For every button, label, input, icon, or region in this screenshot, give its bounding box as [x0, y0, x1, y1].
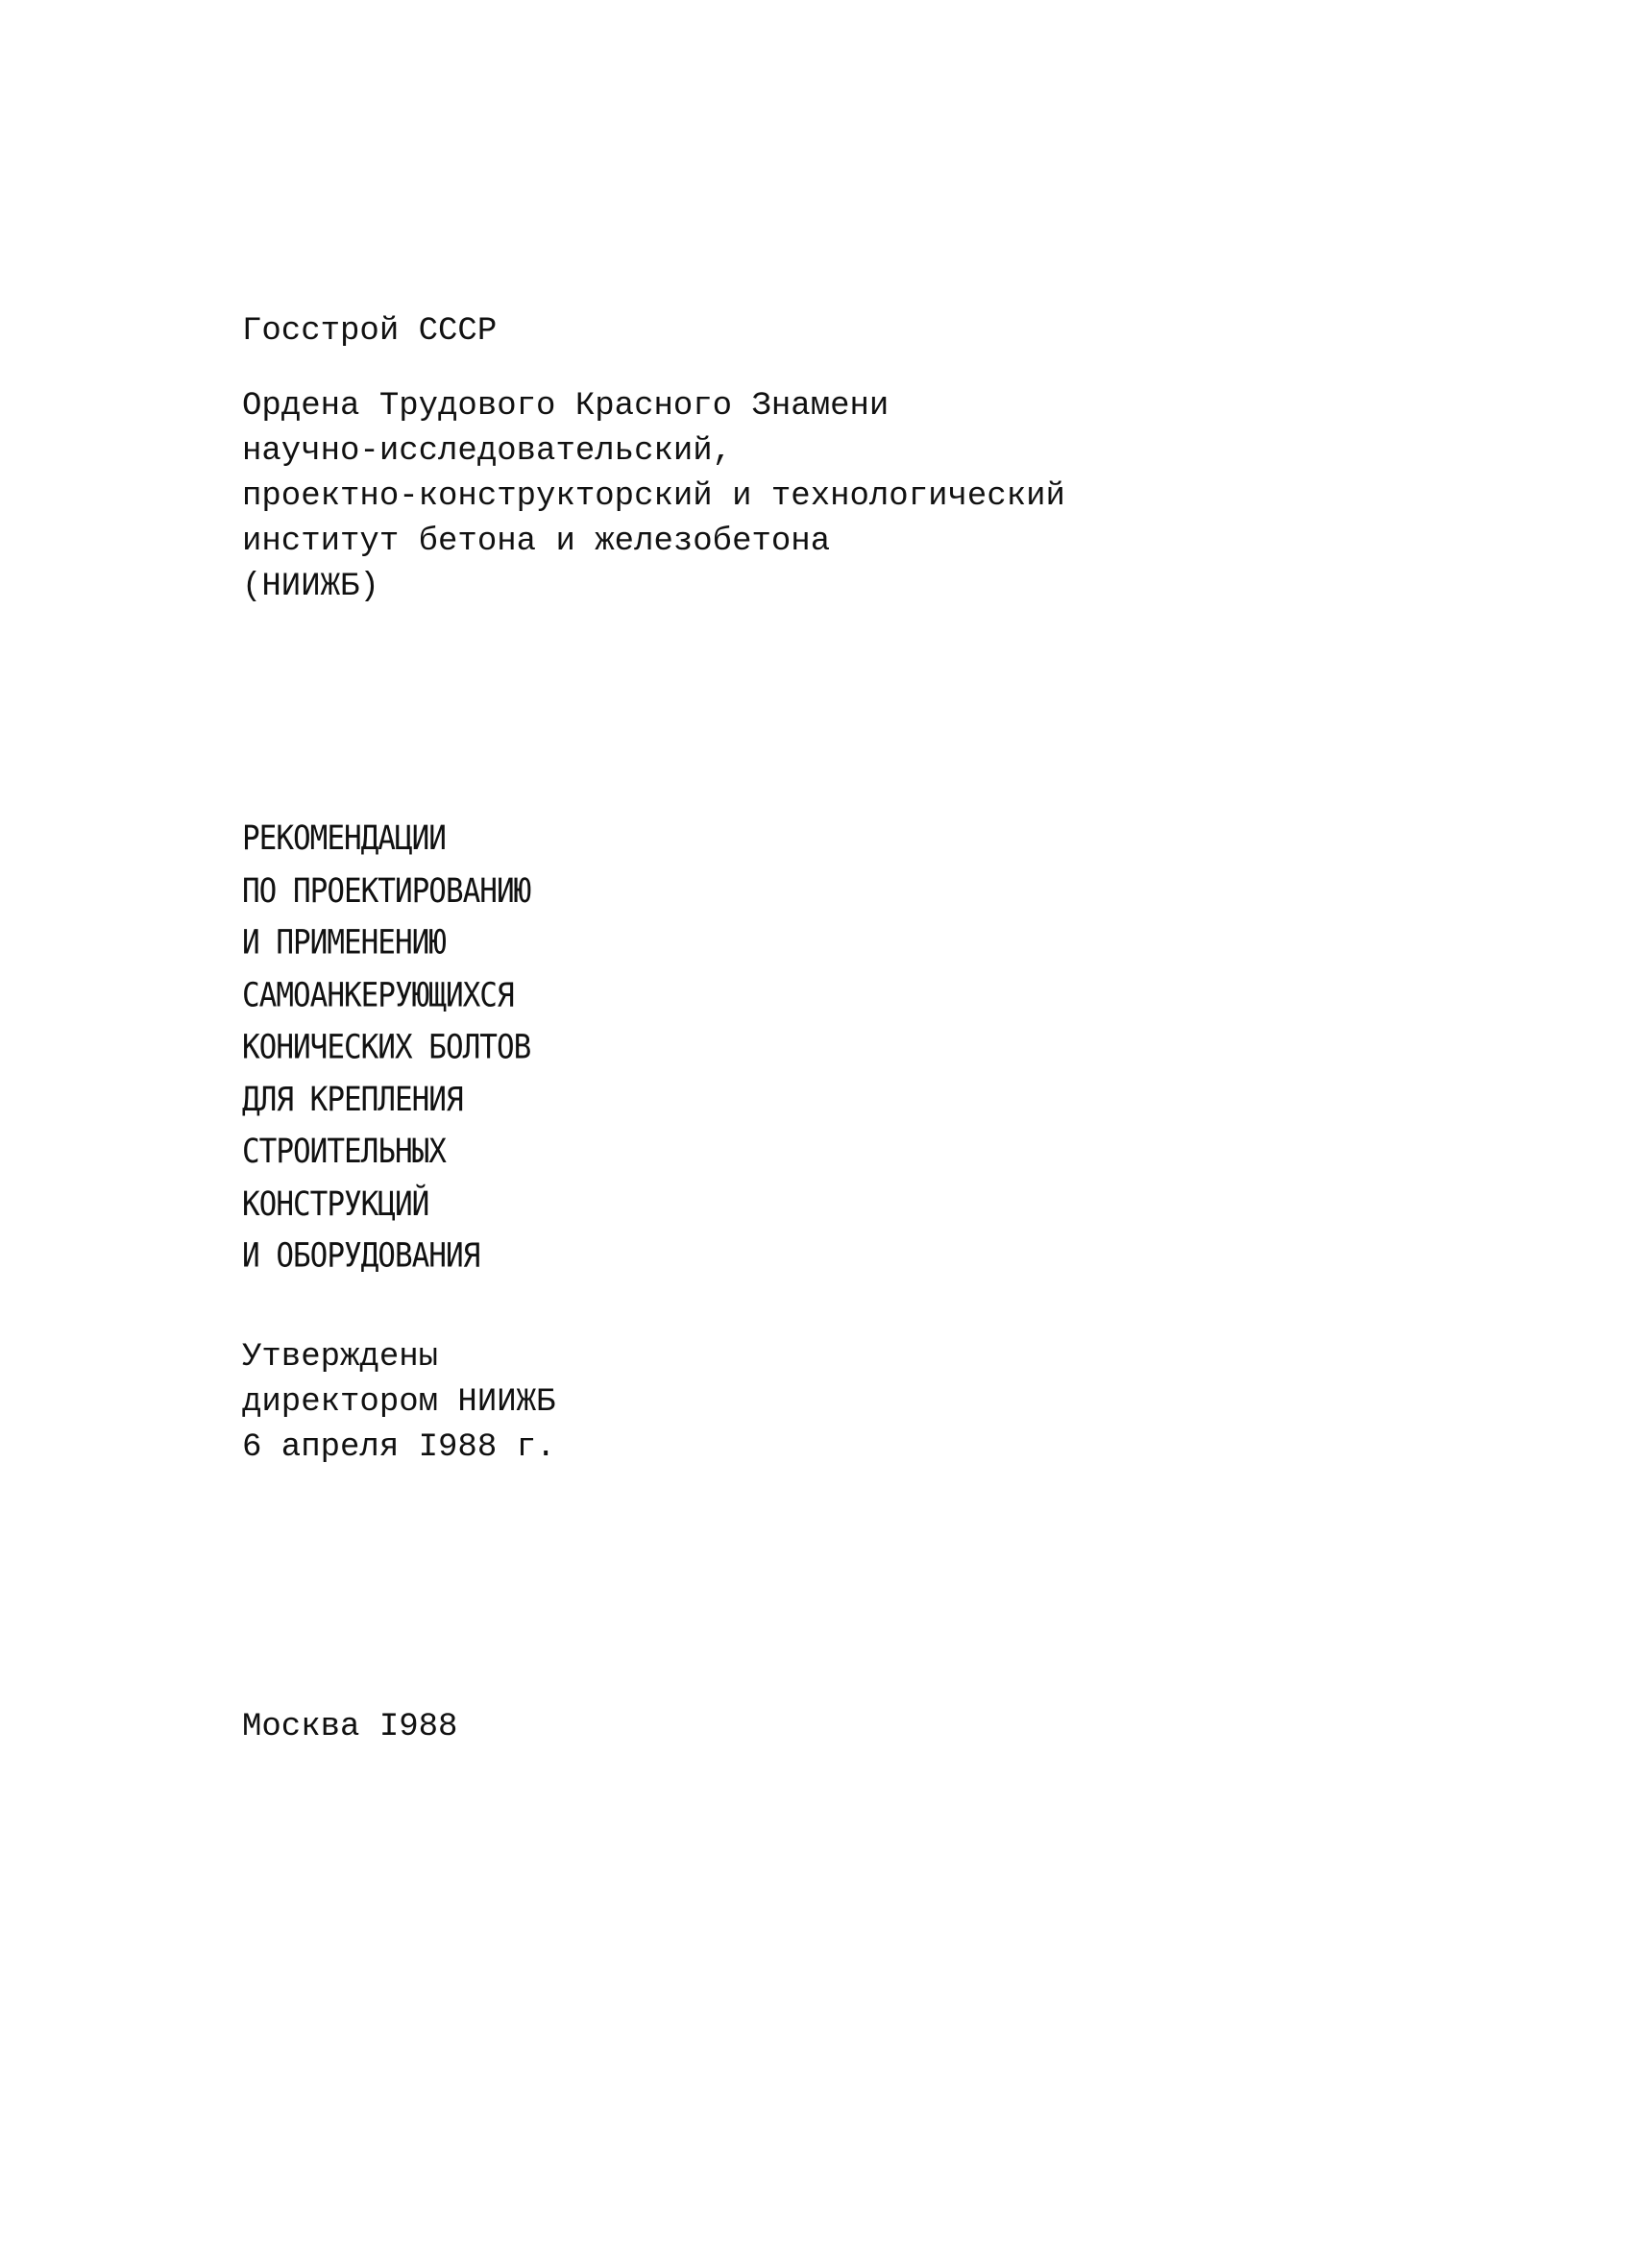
document-title: [242, 813, 530, 1282]
title-line-1: РЕКОМЕНДАЦИИ: [242, 818, 446, 859]
place-year-line: Москва I988: [242, 1709, 458, 1745]
institute-name: [242, 384, 1065, 610]
approval-line-2: директором НИИЖБ: [242, 1384, 556, 1421]
approval-line-1: Утверждены: [242, 1339, 439, 1376]
title-line-5: КОНИЧЕСКИХ БОЛТОВ: [242, 1028, 531, 1067]
institute-abbreviation: (НИИЖБ): [242, 569, 379, 605]
institute-line-2: научно-исследовательский,: [242, 433, 733, 470]
title-line-8: КОНСТРУКЦИЙ: [242, 1183, 429, 1224]
place-and-year: [242, 1705, 457, 1750]
institute-line-1: Ордена Трудового Красного Знамени: [242, 388, 890, 425]
title-line-7: СТРОИТЕЛЬНЫХ: [242, 1132, 446, 1171]
agency-line: Госстрой СССР: [242, 313, 498, 350]
institute-line-4: институт бетона и железобетона: [242, 524, 831, 560]
agency-name: [242, 309, 497, 354]
title-line-9: И ОБОРУДОВАНИЯ: [242, 1236, 480, 1276]
title-line-2: ПО ПРОЕКТИРОВАНИЮ: [242, 871, 531, 911]
institute-line-3: проектно-конструкторский и технологический: [242, 478, 1065, 515]
title-line-6: ДЛЯ КРЕПЛЕНИЯ: [242, 1080, 463, 1119]
title-line-4: САМОАНКЕРУЮЩИХСЯ: [242, 975, 514, 1014]
approval-date: 6 апреля I988 г.: [242, 1429, 556, 1466]
approval-note: [242, 1335, 555, 1471]
title-line-3: И ПРИМЕНЕНИЮ: [242, 923, 446, 963]
